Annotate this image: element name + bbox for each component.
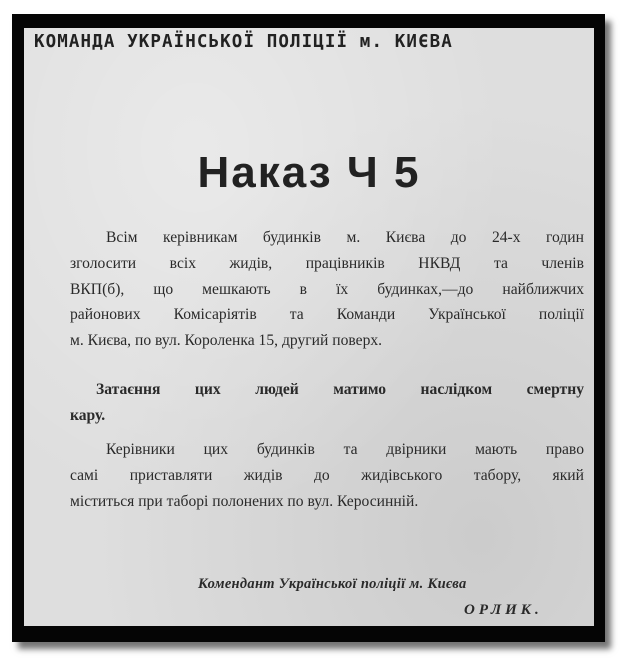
paragraph-permission <box>70 437 584 514</box>
document-header: КОМАНДА УКРАЇНСЬКОЇ ПОЛІЦІЇ м. КИЄВА <box>34 32 453 52</box>
signature-title: Комендант Української поліції м. Києва <box>198 576 467 592</box>
document-title: Наказ Ч 5 <box>197 148 421 197</box>
paragraph-line: районових Комісаріятів та Команди Української поліції <box>70 306 584 324</box>
document-page <box>24 28 594 626</box>
paragraph-line: Всім керівникам будинків м. Києва до 24-х годин <box>106 229 584 246</box>
signature-name: ОРЛИК. <box>464 602 543 618</box>
paragraph-line: кару. <box>70 406 106 424</box>
paragraph-line: ВКП(б), що мешкають в їх будинках,—до найближчих <box>70 280 584 298</box>
paragraph-penalty <box>70 377 584 429</box>
paragraph-line: Затаєння цих людей матимо наслідком смертну <box>96 381 584 398</box>
paragraph-line: самі приставляти жидів до жидівського табору, який <box>70 466 584 484</box>
paragraph-order-text <box>70 225 584 354</box>
paragraph-line: міститься при таборі полонених по вул. Керосинній. <box>70 492 419 510</box>
paragraph-line: Керівники цих будинків та двірники мають право <box>106 441 584 458</box>
paragraph-line: зголосити всіх жидів, працівників НКВД та членів <box>70 254 584 272</box>
paragraph-line: м. Києва, по вул. Короленка 15, другий поверх. <box>70 332 383 350</box>
